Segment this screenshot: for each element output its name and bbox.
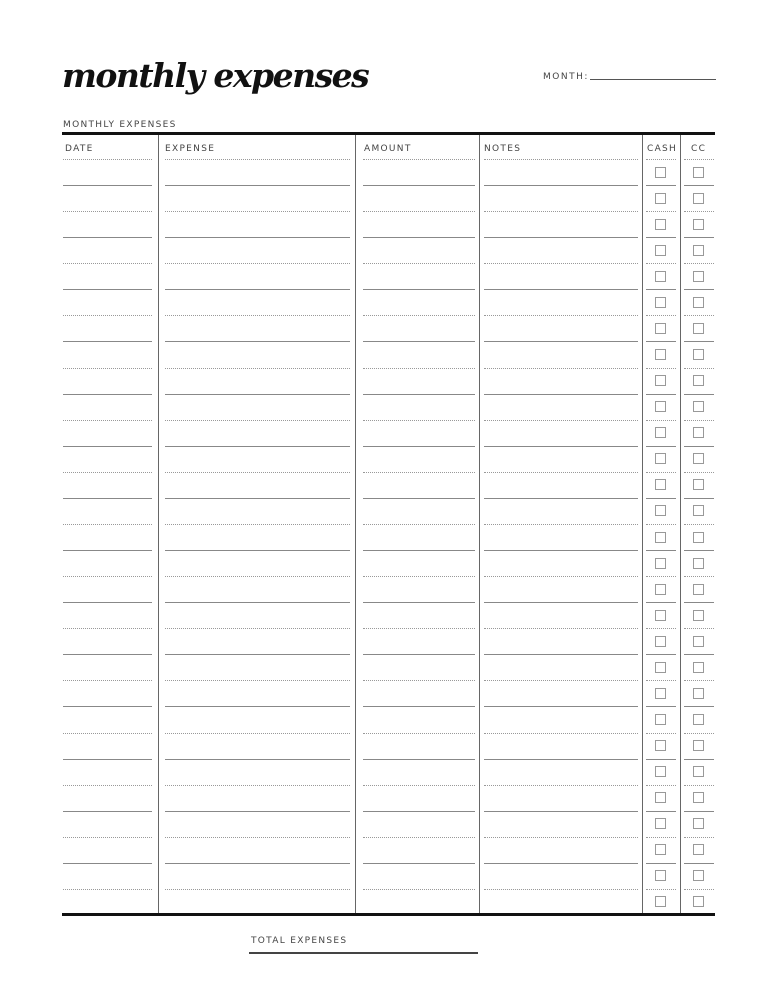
expense-entry-line[interactable] [165, 368, 350, 369]
notes-entry-line[interactable] [484, 628, 638, 629]
amount-entry-line[interactable] [363, 837, 475, 838]
cash-checkbox[interactable] [655, 844, 666, 855]
cash-entry-line[interactable] [646, 550, 676, 551]
cash-checkbox[interactable] [655, 714, 666, 725]
cc-entry-line[interactable] [684, 733, 714, 734]
cc-entry-line[interactable] [684, 602, 714, 603]
cc-checkbox[interactable] [693, 505, 704, 516]
header-divider [484, 159, 638, 160]
amount-entry-line[interactable] [363, 289, 475, 290]
notes-entry-line[interactable] [484, 498, 638, 499]
date-entry-line[interactable] [63, 654, 152, 655]
amount-entry-line[interactable] [363, 237, 475, 238]
cash-checkbox[interactable] [655, 610, 666, 621]
cash-entry-line[interactable] [646, 733, 676, 734]
total-expenses-field[interactable] [249, 952, 478, 954]
cash-checkbox[interactable] [655, 558, 666, 569]
amount-entry-line[interactable] [363, 680, 475, 681]
amount-entry-line[interactable] [363, 811, 475, 812]
cc-entry-line[interactable] [684, 811, 714, 812]
cc-entry-line[interactable] [684, 550, 714, 551]
notes-entry-line[interactable] [484, 576, 638, 577]
cc-checkbox[interactable] [693, 532, 704, 543]
cc-checkbox[interactable] [693, 297, 704, 308]
expense-entry-line[interactable] [165, 811, 350, 812]
expense-entry-line[interactable] [165, 341, 350, 342]
cash-checkbox[interactable] [655, 740, 666, 751]
cc-entry-line[interactable] [684, 680, 714, 681]
cash-checkbox[interactable] [655, 245, 666, 256]
cc-checkbox[interactable] [693, 349, 704, 360]
notes-entry-line[interactable] [484, 341, 638, 342]
amount-entry-line[interactable] [363, 863, 475, 864]
cc-checkbox[interactable] [693, 662, 704, 673]
cash-entry-line[interactable] [646, 811, 676, 812]
cc-entry-line[interactable] [684, 185, 714, 186]
cash-checkbox[interactable] [655, 427, 666, 438]
date-entry-line[interactable] [63, 706, 152, 707]
cc-checkbox[interactable] [693, 610, 704, 621]
expense-entry-line[interactable] [165, 628, 350, 629]
notes-entry-line[interactable] [484, 889, 638, 890]
cc-checkbox[interactable] [693, 401, 704, 412]
expense-entry-line[interactable] [165, 394, 350, 395]
notes-entry-line[interactable] [484, 811, 638, 812]
cc-checkbox[interactable] [693, 479, 704, 490]
expense-entry-line[interactable] [165, 706, 350, 707]
expense-entry-line[interactable] [165, 785, 350, 786]
column-header-amount: AMOUNT [364, 144, 412, 154]
cash-checkbox[interactable] [655, 584, 666, 595]
column-divider [158, 135, 159, 913]
cash-entry-line[interactable] [646, 446, 676, 447]
cc-checkbox[interactable] [693, 245, 704, 256]
date-entry-line[interactable] [63, 185, 152, 186]
cc-entry-line[interactable] [684, 654, 714, 655]
cc-entry-line[interactable] [684, 628, 714, 629]
date-entry-line[interactable] [63, 785, 152, 786]
notes-entry-line[interactable] [484, 654, 638, 655]
cc-checkbox[interactable] [693, 453, 704, 464]
cash-entry-line[interactable] [646, 237, 676, 238]
amount-entry-line[interactable] [363, 785, 475, 786]
date-entry-line[interactable] [63, 315, 152, 316]
notes-entry-line[interactable] [484, 602, 638, 603]
cc-entry-line[interactable] [684, 576, 714, 577]
cc-entry-line[interactable] [684, 315, 714, 316]
notes-entry-line[interactable] [484, 680, 638, 681]
date-entry-line[interactable] [63, 576, 152, 577]
cc-checkbox[interactable] [693, 375, 704, 386]
amount-entry-line[interactable] [363, 315, 475, 316]
cash-entry-line[interactable] [646, 211, 676, 212]
notes-entry-line[interactable] [484, 420, 638, 421]
amount-entry-line[interactable] [363, 498, 475, 499]
cash-entry-line[interactable] [646, 576, 676, 577]
amount-entry-line[interactable] [363, 889, 475, 890]
column-divider [479, 135, 480, 913]
notes-entry-line[interactable] [484, 185, 638, 186]
cc-entry-line[interactable] [684, 785, 714, 786]
cc-entry-line[interactable] [684, 394, 714, 395]
expense-entry-line[interactable] [165, 576, 350, 577]
cash-checkbox[interactable] [655, 193, 666, 204]
cash-checkbox[interactable] [655, 662, 666, 673]
amount-entry-line[interactable] [363, 472, 475, 473]
expense-entry-line[interactable] [165, 185, 350, 186]
notes-entry-line[interactable] [484, 211, 638, 212]
cash-entry-line[interactable] [646, 628, 676, 629]
notes-entry-line[interactable] [484, 785, 638, 786]
cc-entry-line[interactable] [684, 420, 714, 421]
cash-entry-line[interactable] [646, 602, 676, 603]
page-title: monthly expenses [62, 56, 369, 95]
cash-checkbox[interactable] [655, 792, 666, 803]
expense-entry-line[interactable] [165, 654, 350, 655]
cc-entry-line[interactable] [684, 759, 714, 760]
notes-entry-line[interactable] [484, 524, 638, 525]
expense-entry-line[interactable] [165, 263, 350, 264]
section-label: MONTHLY EXPENSES [63, 120, 177, 130]
cc-entry-line[interactable] [684, 341, 714, 342]
date-entry-line[interactable] [63, 759, 152, 760]
column-header-cash: CASH [647, 144, 678, 154]
amount-entry-line[interactable] [363, 602, 475, 603]
expense-entry-line[interactable] [165, 472, 350, 473]
notes-entry-line[interactable] [484, 472, 638, 473]
notes-entry-line[interactable] [484, 315, 638, 316]
date-entry-line[interactable] [63, 550, 152, 551]
cash-entry-line[interactable] [646, 315, 676, 316]
cc-checkbox[interactable] [693, 636, 704, 647]
cc-entry-line[interactable] [684, 237, 714, 238]
expense-entry-line[interactable] [165, 837, 350, 838]
expense-entry-line[interactable] [165, 524, 350, 525]
cc-checkbox[interactable] [693, 818, 704, 829]
column-divider [355, 135, 356, 913]
cc-checkbox[interactable] [693, 427, 704, 438]
header-divider [63, 159, 152, 160]
cash-checkbox[interactable] [655, 271, 666, 282]
expense-entry-line[interactable] [165, 289, 350, 290]
cash-entry-line[interactable] [646, 420, 676, 421]
amount-entry-line[interactable] [363, 733, 475, 734]
column-header-notes: NOTES [484, 144, 522, 154]
expense-entry-line[interactable] [165, 680, 350, 681]
expense-entry-line[interactable] [165, 889, 350, 890]
cc-checkbox[interactable] [693, 896, 704, 907]
notes-entry-line[interactable] [484, 837, 638, 838]
date-entry-line[interactable] [63, 863, 152, 864]
date-entry-line[interactable] [63, 628, 152, 629]
notes-entry-line[interactable] [484, 446, 638, 447]
expense-entry-line[interactable] [165, 446, 350, 447]
cc-entry-line[interactable] [684, 889, 714, 890]
cash-entry-line[interactable] [646, 472, 676, 473]
amount-entry-line[interactable] [363, 628, 475, 629]
amount-entry-line[interactable] [363, 420, 475, 421]
amount-entry-line[interactable] [363, 341, 475, 342]
notes-entry-line[interactable] [484, 759, 638, 760]
cash-entry-line[interactable] [646, 498, 676, 499]
cc-checkbox[interactable] [693, 219, 704, 230]
month-label: MONTH: [543, 72, 589, 82]
amount-entry-line[interactable] [363, 185, 475, 186]
column-divider [680, 135, 681, 913]
date-entry-line[interactable] [63, 446, 152, 447]
cash-entry-line[interactable] [646, 706, 676, 707]
cc-checkbox[interactable] [693, 766, 704, 777]
cc-checkbox[interactable] [693, 271, 704, 282]
notes-entry-line[interactable] [484, 863, 638, 864]
amount-entry-line[interactable] [363, 759, 475, 760]
cash-checkbox[interactable] [655, 167, 666, 178]
cc-checkbox[interactable] [693, 558, 704, 569]
expense-entry-line[interactable] [165, 550, 350, 551]
cc-checkbox[interactable] [693, 323, 704, 334]
column-header-date: DATE [65, 144, 94, 154]
expense-entry-line[interactable] [165, 759, 350, 760]
expense-entry-line[interactable] [165, 315, 350, 316]
date-entry-line[interactable] [63, 420, 152, 421]
cash-entry-line[interactable] [646, 289, 676, 290]
date-entry-line[interactable] [63, 680, 152, 681]
cash-entry-line[interactable] [646, 185, 676, 186]
cash-entry-line[interactable] [646, 785, 676, 786]
cash-entry-line[interactable] [646, 394, 676, 395]
cash-entry-line[interactable] [646, 889, 676, 890]
notes-entry-line[interactable] [484, 706, 638, 707]
notes-entry-line[interactable] [484, 263, 638, 264]
cash-checkbox[interactable] [655, 401, 666, 412]
expense-entry-line[interactable] [165, 420, 350, 421]
date-entry-line[interactable] [63, 289, 152, 290]
date-entry-line[interactable] [63, 837, 152, 838]
expense-entry-line[interactable] [165, 863, 350, 864]
cc-checkbox[interactable] [693, 584, 704, 595]
amount-entry-line[interactable] [363, 524, 475, 525]
expense-entry-line[interactable] [165, 498, 350, 499]
date-entry-line[interactable] [63, 498, 152, 499]
cc-entry-line[interactable] [684, 368, 714, 369]
cash-entry-line[interactable] [646, 680, 676, 681]
cc-checkbox[interactable] [693, 844, 704, 855]
amount-entry-line[interactable] [363, 576, 475, 577]
amount-entry-line[interactable] [363, 654, 475, 655]
month-field[interactable] [590, 79, 716, 80]
expense-entry-line[interactable] [165, 211, 350, 212]
notes-entry-line[interactable] [484, 550, 638, 551]
cash-checkbox[interactable] [655, 896, 666, 907]
header-divider [363, 159, 475, 160]
date-entry-line[interactable] [63, 211, 152, 212]
notes-entry-line[interactable] [484, 289, 638, 290]
notes-entry-line[interactable] [484, 368, 638, 369]
expense-entry-line[interactable] [165, 237, 350, 238]
cash-entry-line[interactable] [646, 524, 676, 525]
cash-checkbox[interactable] [655, 818, 666, 829]
cash-entry-line[interactable] [646, 263, 676, 264]
column-header-expense: EXPENSE [165, 144, 216, 154]
expense-entry-line[interactable] [165, 733, 350, 734]
cc-entry-line[interactable] [684, 706, 714, 707]
cash-entry-line[interactable] [646, 654, 676, 655]
cash-checkbox[interactable] [655, 870, 666, 881]
cc-entry-line[interactable] [684, 498, 714, 499]
cc-entry-line[interactable] [684, 263, 714, 264]
amount-entry-line[interactable] [363, 211, 475, 212]
cash-checkbox[interactable] [655, 219, 666, 230]
cash-checkbox[interactable] [655, 375, 666, 386]
date-entry-line[interactable] [63, 341, 152, 342]
cc-entry-line[interactable] [684, 472, 714, 473]
cc-entry-line[interactable] [684, 289, 714, 290]
cash-entry-line[interactable] [646, 368, 676, 369]
amount-entry-line[interactable] [363, 446, 475, 447]
total-expenses-label: TOTAL EXPENSES [251, 936, 348, 946]
cc-entry-line[interactable] [684, 863, 714, 864]
cc-checkbox[interactable] [693, 792, 704, 803]
header-divider [646, 159, 676, 160]
date-entry-line[interactable] [63, 524, 152, 525]
cc-entry-line[interactable] [684, 211, 714, 212]
cc-checkbox[interactable] [693, 870, 704, 881]
cash-checkbox[interactable] [655, 297, 666, 308]
amount-entry-line[interactable] [363, 368, 475, 369]
date-entry-line[interactable] [63, 472, 152, 473]
cash-entry-line[interactable] [646, 341, 676, 342]
notes-entry-line[interactable] [484, 237, 638, 238]
date-entry-line[interactable] [63, 889, 152, 890]
date-entry-line[interactable] [63, 733, 152, 734]
cash-checkbox[interactable] [655, 636, 666, 647]
cash-checkbox[interactable] [655, 532, 666, 543]
amount-entry-line[interactable] [363, 706, 475, 707]
header-divider [165, 159, 350, 160]
date-entry-line[interactable] [63, 394, 152, 395]
cc-checkbox[interactable] [693, 714, 704, 725]
cc-entry-line[interactable] [684, 837, 714, 838]
cash-entry-line[interactable] [646, 863, 676, 864]
cash-checkbox[interactable] [655, 688, 666, 699]
cash-checkbox[interactable] [655, 766, 666, 777]
notes-entry-line[interactable] [484, 394, 638, 395]
date-entry-line[interactable] [63, 237, 152, 238]
amount-entry-line[interactable] [363, 550, 475, 551]
amount-entry-line[interactable] [363, 263, 475, 264]
column-header-cc: CC [691, 144, 707, 154]
cash-checkbox[interactable] [655, 479, 666, 490]
cc-entry-line[interactable] [684, 524, 714, 525]
cc-checkbox[interactable] [693, 740, 704, 751]
date-entry-line[interactable] [63, 368, 152, 369]
cash-entry-line[interactable] [646, 759, 676, 760]
expense-entry-line[interactable] [165, 602, 350, 603]
cash-entry-line[interactable] [646, 837, 676, 838]
header-divider [684, 159, 714, 160]
cc-checkbox[interactable] [693, 167, 704, 178]
cc-checkbox[interactable] [693, 688, 704, 699]
cash-checkbox[interactable] [655, 349, 666, 360]
cash-checkbox[interactable] [655, 505, 666, 516]
column-divider [642, 135, 643, 913]
date-entry-line[interactable] [63, 602, 152, 603]
cc-entry-line[interactable] [684, 446, 714, 447]
date-entry-line[interactable] [63, 811, 152, 812]
date-entry-line[interactable] [63, 263, 152, 264]
amount-entry-line[interactable] [363, 394, 475, 395]
cash-checkbox[interactable] [655, 323, 666, 334]
notes-entry-line[interactable] [484, 733, 638, 734]
cash-checkbox[interactable] [655, 453, 666, 464]
cc-checkbox[interactable] [693, 193, 704, 204]
